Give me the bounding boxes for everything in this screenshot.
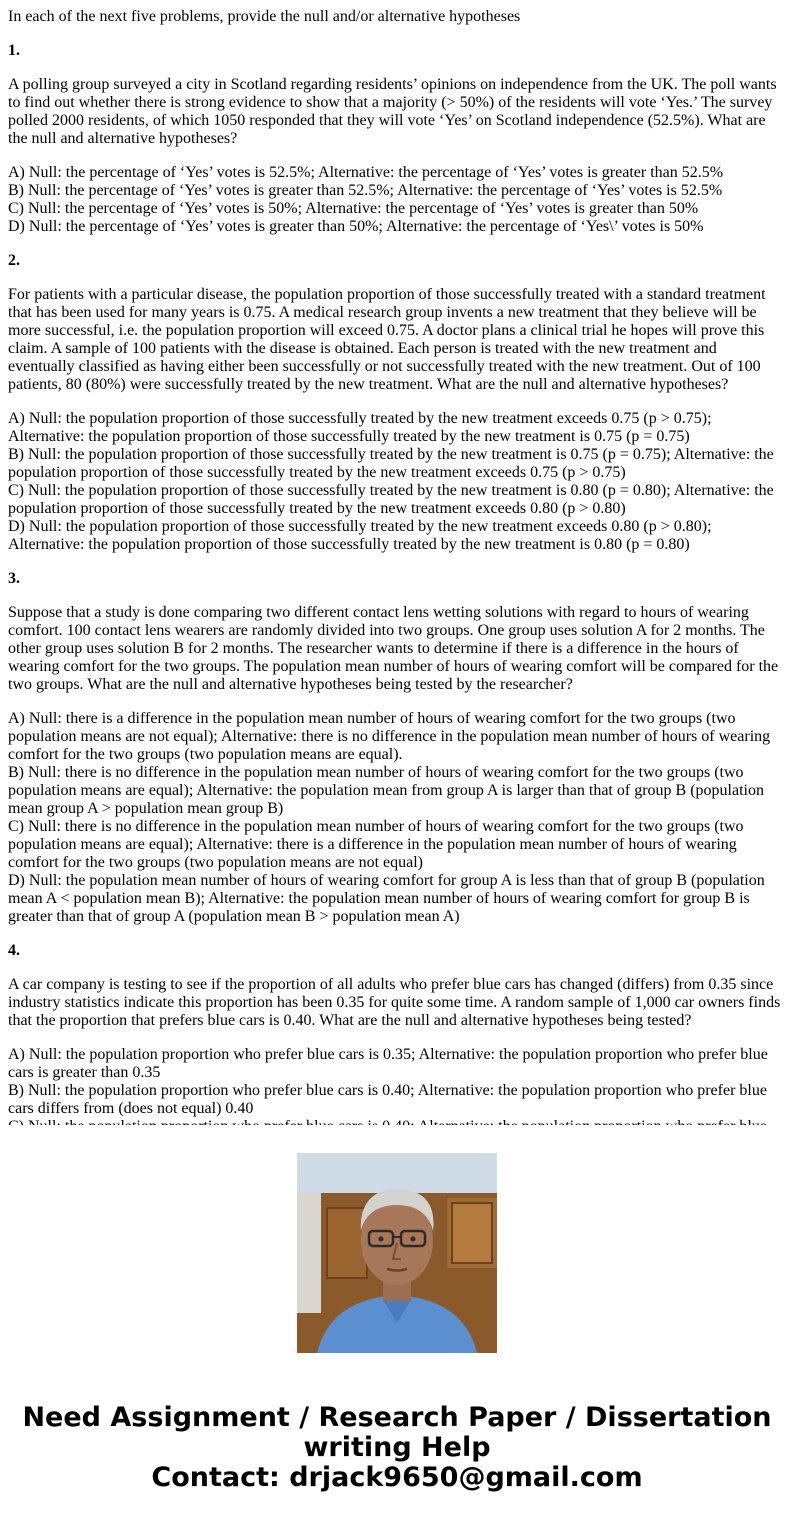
question-text: For patients with a particular disease, the population proportion of those successfully treated with a standard treatment that has been used for many years is 0.75. A medical research group invents a new treatment that they believe will be more successful, i.e. the population proportion will exceed 0.75. A doctor plans a clinical trial he hopes will prove this claim. A sample of 100 patients with the disease is obtained. Each person is treated with the new treatment and eventually classified as having either been successfully or not successfully treated with the new treatment. Out of 100 patients, 80 (80%) were successfully treated by the new treatment. What are the null and alternative hypotheses?	[8, 286, 766, 393]
question-number: 4.	[8, 942, 20, 959]
option-d: D) Null: the population mean number of hours of wearing comfort for group A is less than that of group B (population mean A < population mean B); Alternative: the population mean number of hours of wearing comfort for group B is greater than that of group A (population mean B > population mean A)	[8, 872, 765, 925]
promo-line: Need Assignment / Research Paper / Dissertation	[22, 1402, 772, 1433]
intro-text: In each of the next five problems, provide the null and/or alternative hypotheses	[8, 8, 521, 25]
promo-text	[0, 1403, 794, 1493]
question-text: A polling group surveyed a city in Scotland regarding residents’ opinions on independence from the UK. The poll wants to find out whether there is strong evidence to show that a majority (> 50%) of the residents will vote ‘Yes.’ The survey polled 2000 residents, of which 1050 responded that they will vote ‘Yes’ on Scotland independence (52.5%). What are the null and alternative hypotheses?	[8, 76, 777, 147]
option-list	[8, 410, 786, 554]
option-b: B) Null: there is no difference in the population mean number of hours of wearing comfort for the two groups (two population means are equal); Alternative: the population mean from group A is larger than that of group B (population mean group A > population mean group B)	[8, 764, 764, 817]
option-list	[8, 1046, 786, 1136]
question-text: Suppose that a study is done comparing two different contact lens wetting solutions with regard to hours of wearing comfort. 100 contact lens wearers are randomly divided into two groups. One group uses solution A for 2 months. The other group uses solution B for 2 months. The researcher wants to determine if there is a difference in the hours of wearing comfort for the two groups. The population mean number of hours of wearing comfort will be compared for the two groups. What are the null and alternative hypotheses being tested by the researcher?	[8, 604, 779, 693]
option-c: C) Null: there is no difference in the population mean number of hours of wearing comfort for the two groups (two population means are equal); Alternative: there is a difference in the population mean number of hours of wearing comfort for the two groups (two population means are not equal)	[8, 818, 744, 871]
option-a: A) Null: the population proportion of those successfully treated by the new treatment exceeds 0.75 (p > 0.75); Alternative: the population proportion of those successfully treated by the new treatment is 0.75 (p = 0.75)	[8, 410, 712, 445]
option-b: B) Null: the population proportion who prefer blue cars is 0.40; Alternative: the population proportion who prefer blue cars differs from (does not equal) 0.40	[8, 1082, 767, 1117]
promo-line: writing Help	[303, 1432, 491, 1463]
promo-footer	[0, 1125, 794, 1523]
question-number: 2.	[8, 252, 20, 269]
option-a: A) Null: the population proportion who prefer blue cars is 0.35; Alternative: the population proportion who prefer blue cars is greater than 0.35	[8, 1046, 768, 1081]
question-number: 1.	[8, 42, 20, 59]
option-d: D) Null: the percentage of ‘Yes’ votes is greater than 50%; Alternative: the percentage of ‘Yes\’ votes is 50%	[8, 218, 704, 235]
option-a: A) Null: the percentage of ‘Yes’ votes is 52.5%; Alternative: the percentage of ‘Yes’ votes is greater than 52.5%	[8, 164, 724, 181]
option-d: D) Null: the population proportion of those successfully treated by the new treatment exceeds 0.80 (p > 0.80); Alternative: the population proportion of those successfully treated by the new treatment is 0.80 (p = 0.80)	[8, 518, 712, 553]
option-a: A) Null: there is a difference in the population mean number of hours of wearing comfort for the two groups (two population means are not equal); Alternative: there is no difference in the population mean number of hours of wearing comfort for the two groups (two population means are equal).	[8, 710, 771, 763]
option-b: B) Null: the percentage of ‘Yes’ votes is greater than 52.5%; Alternative: the percentage of ‘Yes’ votes is 52.5%	[8, 182, 723, 199]
author-avatar	[297, 1153, 497, 1353]
option-c: C) Null: the population proportion of those successfully treated by the new treatment is 0.80 (p = 0.80); Alternative: the population proportion of those successfully treated by the new treatment exceeds 0.80 (p > 0.80)	[8, 482, 774, 517]
option-b: B) Null: the population proportion of those successfully treated by the new treatment is 0.75 (p = 0.75); Alternative: the population proportion of those successfully treated by the new treatment exceeds 0.75 (p > 0.75)	[8, 446, 774, 481]
option-c: C) Null: the percentage of ‘Yes’ votes is 50%; Alternative: the percentage of ‘Yes’ votes is greater than 50%	[8, 200, 699, 217]
option-list	[8, 164, 786, 236]
document-content	[8, 8, 786, 1125]
question-text: A car company is testing to see if the proportion of all adults who prefer blue cars has changed (differs) from 0.35 since industry statistics indicate this proportion has been 0.35 for quite some time. A random sample of 1,000 car owners finds that the proportion that prefers blue cars is 0.40. What are the null and alternative hypotheses being tested?	[8, 976, 781, 1029]
promo-contact: Contact: drjack9650@gmail.com	[151, 1462, 643, 1493]
option-list	[8, 710, 786, 926]
question-number: 3.	[8, 570, 20, 587]
